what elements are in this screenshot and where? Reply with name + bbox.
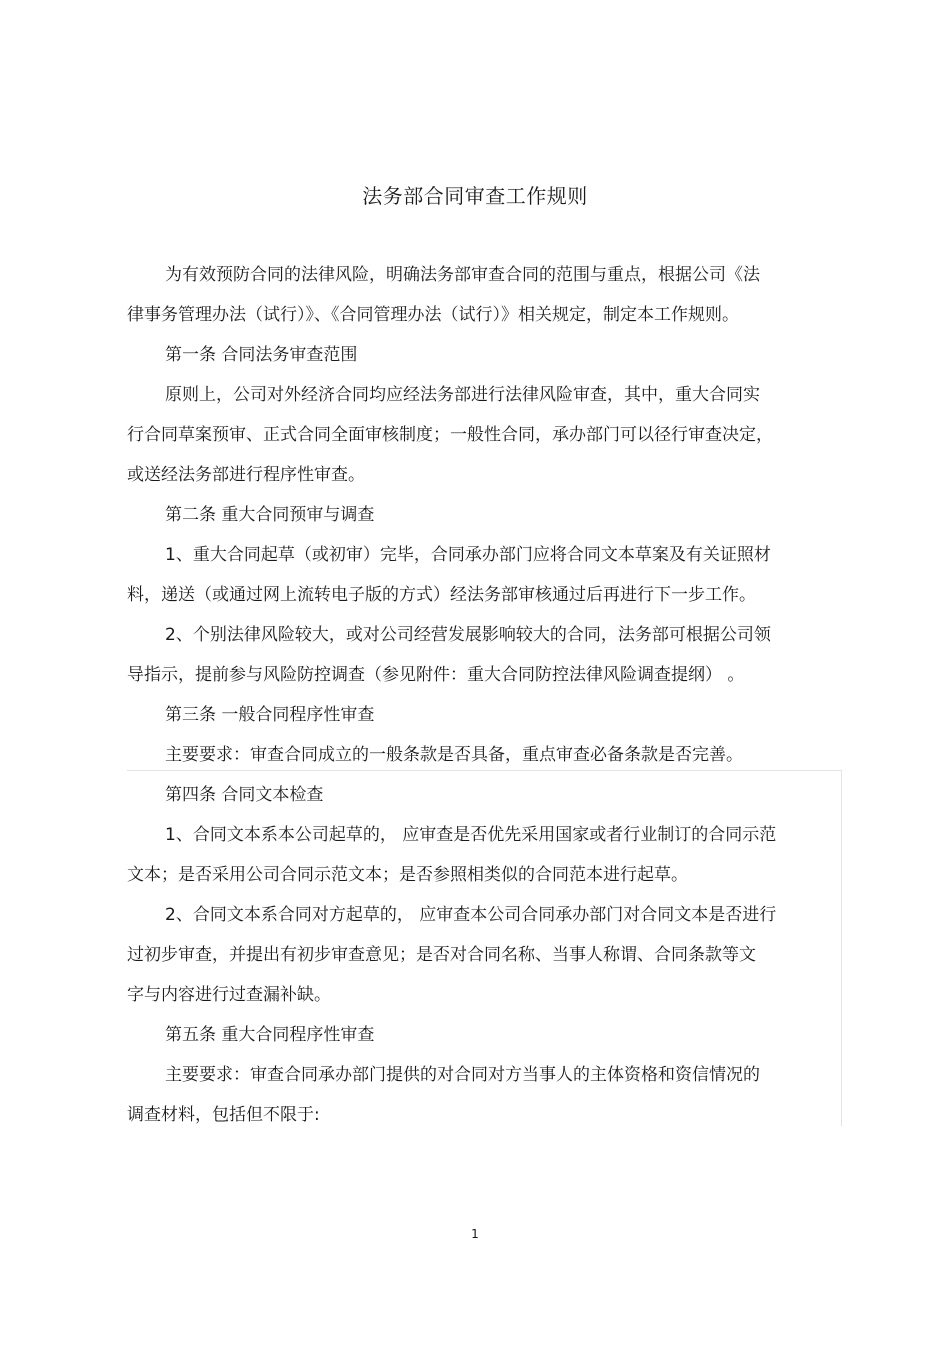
document-title: 法务部合同审查工作规则 [362, 184, 588, 208]
article-heading: 第五条 重大合同程序性审查 [165, 1025, 375, 1045]
article-heading: 第三条 一般合同程序性审查 [165, 705, 375, 725]
page-number: 1 [471, 1227, 479, 1241]
paragraph-line: 过初步审查，并提出有初步审查意见；是否对合同名称、当事人称谓、合同条款等文 [127, 945, 756, 965]
article-heading: 第二条 重大合同预审与调查 [165, 505, 375, 525]
paragraph-line: 字与内容进行过查漏补缺。 [127, 985, 331, 1005]
paragraph-line: 行合同草案预审、正式合同全面审核制度；一般性合同，承办部门可以径行审查决定， [127, 425, 773, 445]
paragraph-line: 1、合同文本系本公司起草的， 应审查是否优先采用国家或者行业制订的合同示范 [165, 825, 777, 845]
paragraph-line: 主要要求：审查合同承办部门提供的对合同对方当事人的主体资格和资信情况的 [165, 1065, 760, 1085]
paragraph-line: 主要要求：审查合同成立的一般条款是否具备，重点审查必备条款是否完善。 [165, 745, 743, 765]
paragraph-line: 或送经法务部进行程序性审查。 [127, 465, 365, 485]
article-heading: 第一条 合同法务审查范围 [165, 345, 358, 365]
paragraph-line: 导指示，提前参与风险防控调查（参见附件：重大合同防控法律风险调查提纲） 。 [127, 665, 745, 685]
paragraph-line: 料，递送（或通过网上流转电子版的方式）经法务部审核通过后再进行下一步工作。 [127, 585, 756, 605]
paragraph-line: 2、个别法律风险较大，或对公司经营发展影响较大的合同，法务部可根据公司领 [165, 625, 771, 645]
paragraph-line: 律事务管理办法（试行）》、《合同管理办法（试行）》相关规定，制定本工作规则。 [127, 305, 739, 325]
paragraph-line: 原则上，公司对外经济合同均应经法务部进行法律风险审查，其中，重大合同实 [165, 385, 760, 405]
paragraph-line: 调查材料，包括但不限于: [127, 1105, 320, 1125]
paragraph-line: 文本；是否采用公司合同示范文本；是否参照相类似的合同范本进行起草。 [127, 865, 688, 885]
paragraph-line: 2、合同文本系合同对方起草的， 应审查本公司合同承办部门对合同文本是否进行 [165, 905, 777, 925]
paragraph-line: 为有效预防合同的法律风险，明确法务部审查合同的范围与重点，根据公司《法 [165, 265, 760, 285]
paragraph-line: 1、重大合同起草（或初审）完毕，合同承办部门应将合同文本草案及有关证照材 [165, 545, 771, 565]
article-heading: 第四条 合同文本检查 [165, 785, 324, 805]
